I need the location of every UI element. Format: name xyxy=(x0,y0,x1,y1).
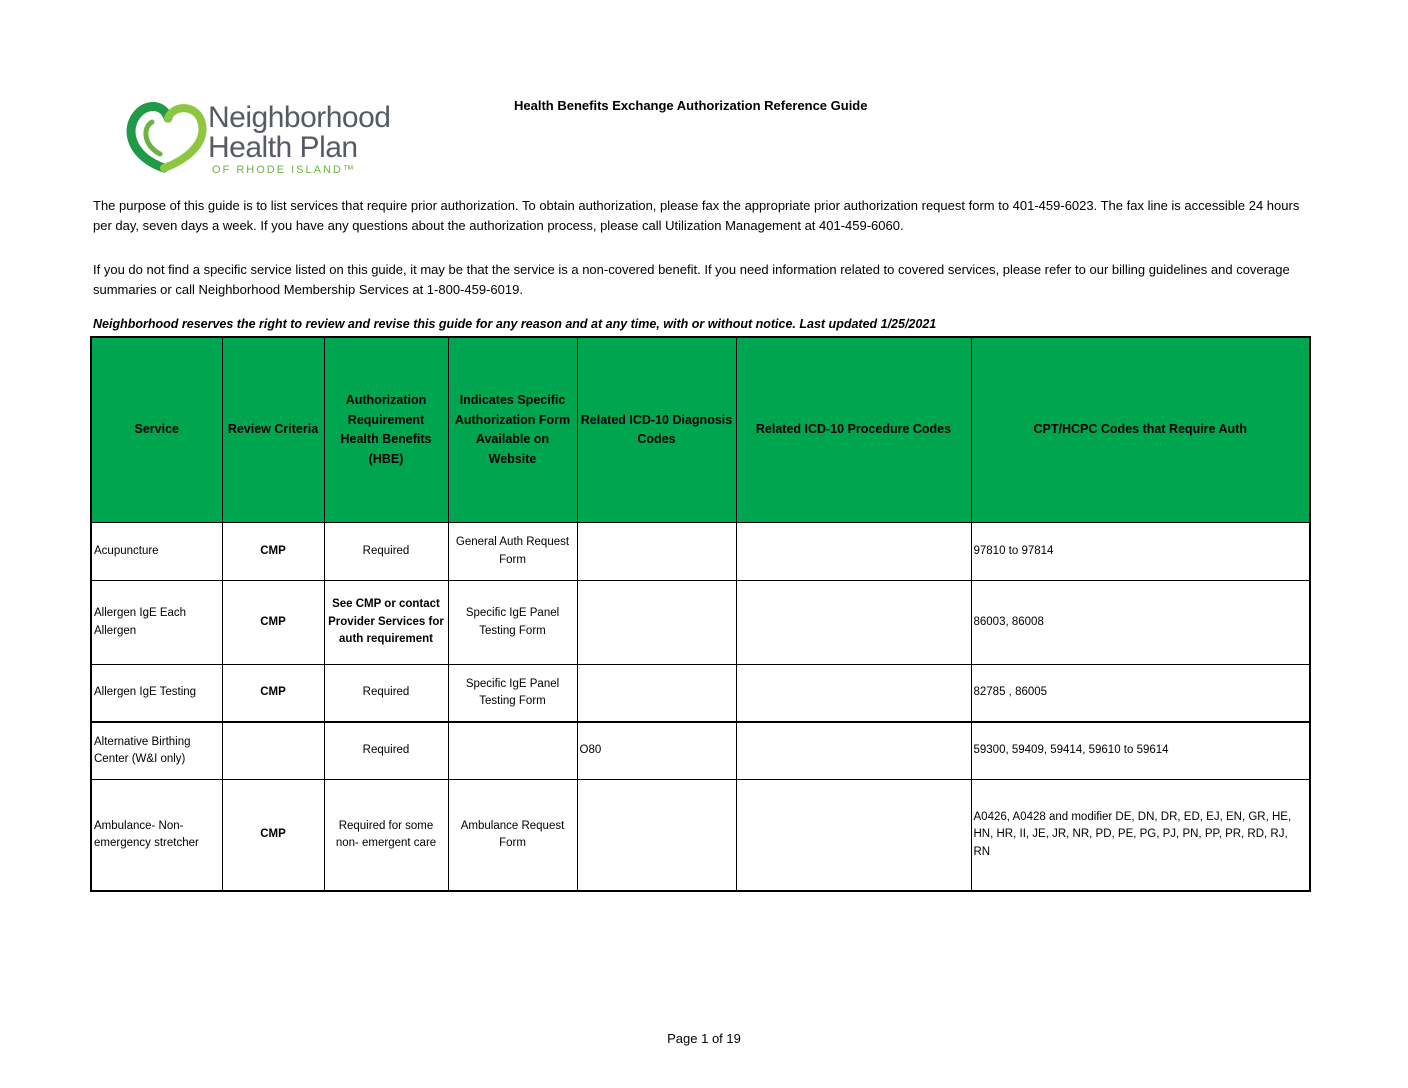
cell-icd10-procedure xyxy=(736,665,971,723)
cell-service: Acupuncture xyxy=(91,523,222,581)
cell-icd10-diagnosis: O80 xyxy=(577,722,736,780)
header-cpt-hcpc: CPT/HCPC Codes that Require Auth xyxy=(971,337,1310,523)
cell-review-criteria: CMP xyxy=(222,780,324,892)
header-authorization-form: Indicates Specific Authorization Form Available on Website xyxy=(448,337,577,523)
cell-icd10-diagnosis xyxy=(577,523,736,581)
table-row xyxy=(91,581,1310,665)
intro-paragraph-purpose: The purpose of this guide is to list services that require prior authorization. To obtain authorization, please fax the appropriate prior authorization request form to 401-459-6023. The fax line is accessible 24 hours per day, seven days a week. If you have any questions about the authorization process, please call Utilization Management at 401-459-6060. xyxy=(93,198,1300,233)
header-icd10-diagnosis: Related ICD-10 Diagnosis Codes xyxy=(577,337,736,523)
cell-icd10-procedure xyxy=(736,581,971,665)
cell-auth-requirement: Required xyxy=(324,665,448,723)
cell-icd10-diagnosis xyxy=(577,780,736,892)
cell-cpt-codes: 86003, 86008 xyxy=(971,581,1310,665)
cell-auth-form xyxy=(448,722,577,780)
cell-auth-form: Specific IgE Panel Testing Form xyxy=(448,581,577,665)
cell-auth-requirement: Required for some non- emergent care xyxy=(324,780,448,892)
header-review-criteria: Review Criteria xyxy=(222,337,324,523)
cell-icd10-procedure xyxy=(736,780,971,892)
table-row xyxy=(91,780,1310,892)
cell-review-criteria: CMP xyxy=(222,665,324,723)
cell-auth-form: Specific IgE Panel Testing Form xyxy=(448,665,577,723)
page-number: Page 1 of 19 xyxy=(667,1031,741,1046)
authorization-table xyxy=(90,336,1311,892)
document-title: Health Benefits Exchange Authorization Reference Guide xyxy=(514,98,868,113)
table-header-row xyxy=(91,337,1310,523)
table-row xyxy=(91,665,1310,723)
cell-icd10-procedure xyxy=(736,523,971,581)
cell-service: Allergen IgE Each Allergen xyxy=(91,581,222,665)
header-service: Service xyxy=(91,337,222,523)
cell-service: Allergen IgE Testing xyxy=(91,665,222,723)
table-row xyxy=(91,523,1310,581)
logo-text-neighborhood: Neighborhood xyxy=(208,101,391,134)
cell-review-criteria xyxy=(222,722,324,780)
header-icd10-procedure: Related ICD-10 Procedure Codes xyxy=(736,337,971,523)
neighborhood-logo xyxy=(124,98,394,180)
cell-icd10-diagnosis xyxy=(577,665,736,723)
logo-text-rhode-island: OF RHODE ISLAND™ xyxy=(212,164,356,176)
table-row xyxy=(91,722,1310,780)
cell-auth-requirement: See CMP or contact Provider Services for auth requirement xyxy=(324,581,448,665)
cell-review-criteria: CMP xyxy=(222,581,324,665)
cell-review-criteria: CMP xyxy=(222,523,324,581)
cell-icd10-diagnosis xyxy=(577,581,736,665)
cell-cpt-codes: A0426, A0428 and modifier DE, DN, DR, ED, EJ, EN, GR, HE, HN, HR, II, JE, JR, NR, PD, PE, PG, PJ, PN, PP, PR, RD, RJ, RN xyxy=(971,780,1310,892)
cell-cpt-codes: 59300, 59409, 59414, 59610 to 59614 xyxy=(971,722,1310,780)
heart-swirl-icon xyxy=(124,98,208,178)
cell-cpt-codes: 82785 , 86005 xyxy=(971,665,1310,723)
cell-service: Alternative Birthing Center (W&I only) xyxy=(91,722,222,780)
revision-notice: Neighborhood reserves the right to review and revise this guide for any reason and at any time, with or without notice. Last updated 1/25/2021 xyxy=(93,317,937,331)
header-authorization-requirement: Authorization Requirement Health Benefits (HBE) xyxy=(324,337,448,523)
cell-auth-form: General Auth Request Form xyxy=(448,523,577,581)
logo-text-health-plan: Health Plan xyxy=(208,131,358,164)
cell-icd10-procedure xyxy=(736,722,971,780)
cell-auth-requirement: Required xyxy=(324,722,448,780)
cell-service: Ambulance- Non-emergency stretcher xyxy=(91,780,222,892)
cell-cpt-codes: 97810 to 97814 xyxy=(971,523,1310,581)
cell-auth-form: Ambulance Request Form xyxy=(448,780,577,892)
intro-paragraph-coverage: If you do not find a specific service listed on this guide, it may be that the service is a non-covered benefit. If you need information related to covered services, please refer to our billing guidelines and coverage summaries or call Neighborhood Membership Services at 1-800-459-6019. xyxy=(93,262,1290,297)
cell-auth-requirement: Required xyxy=(324,523,448,581)
